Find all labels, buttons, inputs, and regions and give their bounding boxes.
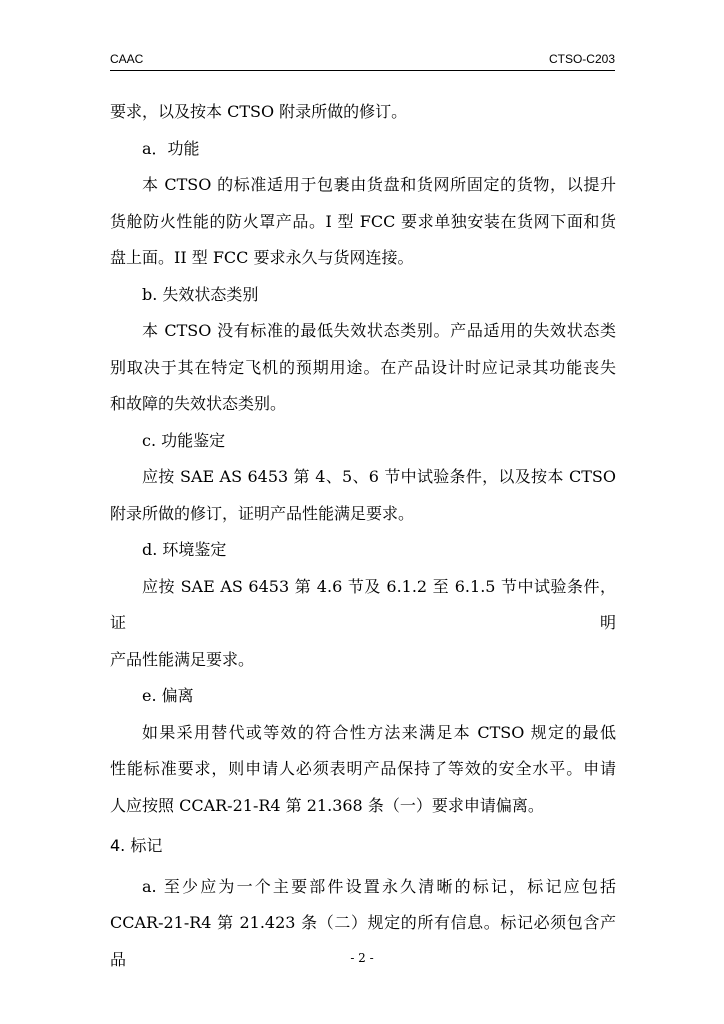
paragraph [110,569,616,679]
text-line: a. 至少应为一个主要部件设置永久清晰的标记，标记应包括 [142,876,616,896]
document-body [110,94,616,978]
page-header [110,52,615,71]
text-line: 性能标准要求，则申请人必须表明产品保持了等效的安全水平。申请 [110,759,616,778]
text-line: a．功能 [142,138,200,158]
header-left: CAAC [110,52,144,66]
text-line: 如果采用替代或等效的符合性方法来满足本 CTSO 规定的最低 [142,722,616,742]
text-line: 别取决于其在特定飞机的预期用途。在产品设计时应记录其功能丧失 [110,357,616,377]
text-line: b. 失效状态类别 [142,284,259,304]
text-line: 人应按照 CCAR-21-R4 第 21.368 条（一）要求申请偏离。 [110,795,544,815]
paragraph [110,459,616,532]
text-line: 本 CTSO 的标准适用于包裹由货盘和货网所固定的货物，以提升 [142,175,616,194]
header-right: CTSO-C203 [548,52,615,66]
text-line: d. 环境鉴定 [142,540,227,559]
text-line: 4. 标记 [110,836,163,855]
paragraph [110,167,616,277]
page-number: - 2 - [350,951,374,965]
paragraph [110,313,616,423]
subsection-heading [110,423,616,460]
text-line: 盘上面。II 型 FCC 要求永久与货网连接。 [110,248,414,267]
subsection-heading [110,678,616,715]
paragraph [110,94,616,131]
text-line: 要求，以及按本 CTSO 附录所做的修订。 [110,102,408,121]
text-line: 本 CTSO 没有标准的最低失效状态类别。产品适用的失效状态类 [142,321,616,340]
paragraph [110,715,616,825]
subsection-heading [110,532,616,569]
text-line: CCAR-21-R4 第 21.423 条（二）规定的所有信息。标记必须包含产品 [110,913,616,969]
text-line: 附录所做的修订，证明产品性能满足要求。 [110,503,415,523]
text-line: 货舱防火性能的防火罩产品。I 型 FCC 要求单独安装在货网下面和货 [110,211,616,231]
text-line: 和故障的失效状态类别。 [110,394,287,413]
text-line: c. 功能鉴定 [142,430,226,450]
text-line: e. 偏离 [142,686,194,705]
text-line: 产品性能满足要求。 [110,649,255,669]
text-line: 应按 SAE AS 6453 第 4.6 节及 6.1.2 至 6.1.5 节中试验条件，证明 [110,576,616,632]
subsection-heading [110,277,616,314]
subsection-heading [110,131,616,168]
text-line: 应按 SAE AS 6453 第 4、5、6 节中试验条件，以及按本 CTSO [142,467,616,486]
section-heading [110,824,616,869]
